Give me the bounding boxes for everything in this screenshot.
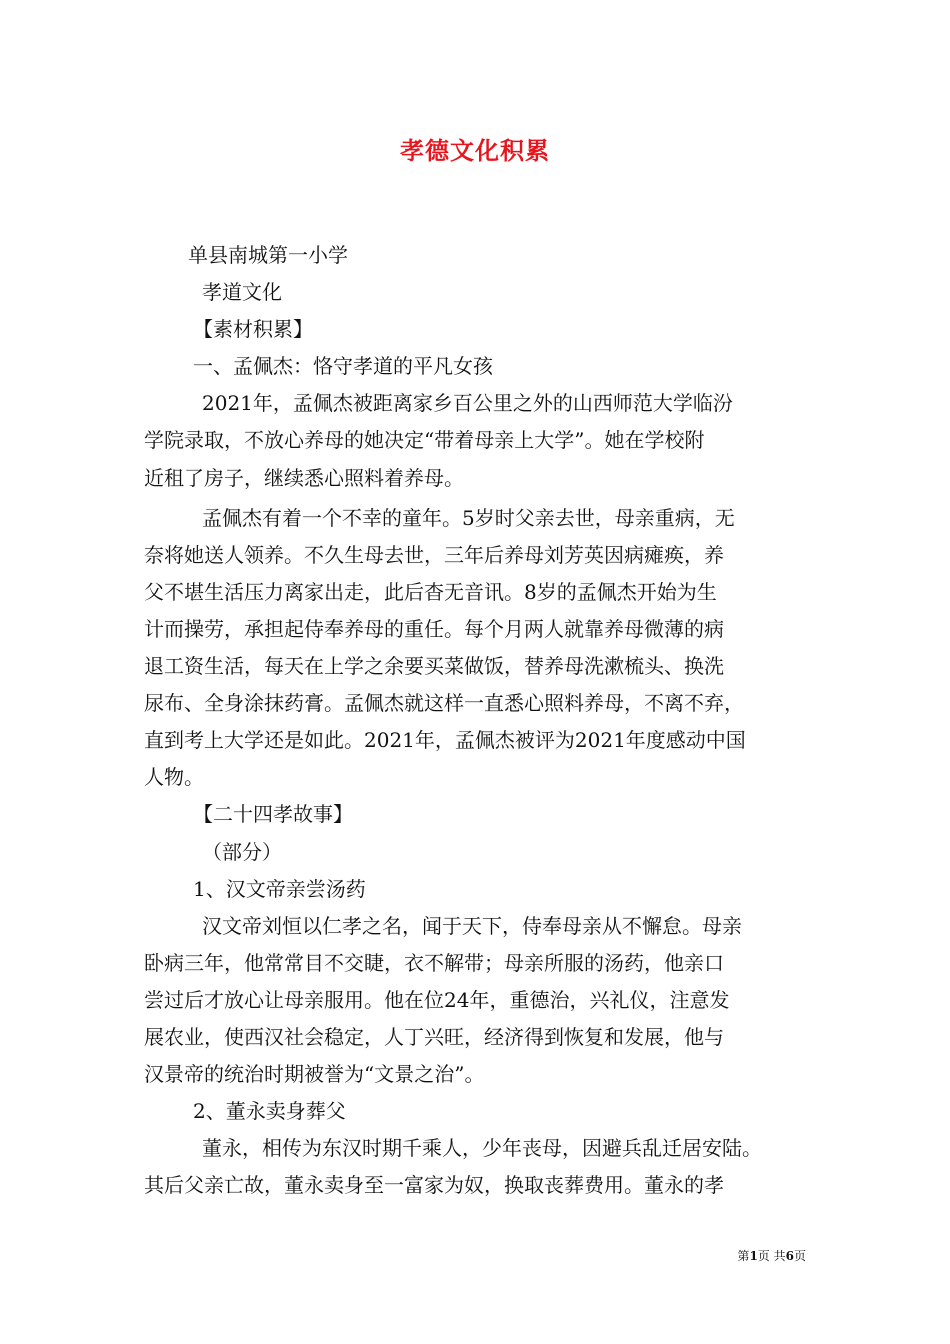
paragraph-line: 2021年，孟佩杰被距离家乡百公里之外的山西师范大学临汾: [202, 391, 733, 416]
section-heading: 【二十四孝故事】: [193, 802, 353, 827]
section-note: （部分）: [202, 839, 282, 864]
paragraph-line: 退工资生活，每天在上学之余要买菜做饭，替养母洗漱梳头、换洗: [144, 654, 724, 679]
subsection-heading: 1、汉文帝亲尝汤药: [193, 876, 366, 901]
footer-suffix: 页: [793, 1249, 806, 1263]
paragraph-line: 人物。: [144, 765, 204, 790]
document-title: 孝德文化积累: [400, 136, 550, 165]
current-page-number: 1: [749, 1249, 758, 1263]
paragraph-line: 学院录取，不放心养母的她决定“带着母亲上大学”。她在学校附: [144, 428, 705, 453]
school-line: 单县南城第一小学: [188, 243, 348, 267]
paragraph-line: 直到考上大学还是如此。2021年，孟佩杰被评为2021年度感动中国: [144, 728, 746, 753]
paragraph-line: 卧病三年，他常常目不交睫，衣不解带；母亲所服的汤药，他亲口: [144, 950, 724, 975]
paragraph-line: 孟佩杰有着一个不幸的童年。5岁时父亲去世，母亲重病，无: [202, 505, 735, 530]
paragraph-line: 其后父亲亡故，董永卖身至一富家为奴，换取丧葬费用。董永的孝: [144, 1173, 724, 1198]
paragraph-line: 汉景帝的统治时期被誉为“文景之治”。: [144, 1062, 485, 1087]
paragraph-line: 展农业，使西汉社会稳定，人丁兴旺，经济得到恢复和发展，他与: [144, 1024, 724, 1049]
document-body: [144, 237, 806, 1204]
paragraph-line: 奈将她送人领养。不久生母去世，三年后养母刘芳英因病瘫痪，养: [144, 542, 724, 567]
footer-prefix: 第: [737, 1249, 750, 1263]
paragraph-line: 父不堪生活压力离家出走，此后杳无音讯。8岁的孟佩杰开始为生: [144, 579, 717, 604]
paragraph-line: 尿布、全身涂抹药膏。孟佩杰就这样一直悉心照料养母，不离不弃，: [144, 691, 744, 716]
subsection-heading: 2、董永卖身葬父: [193, 1099, 346, 1124]
paragraph-line: 董永，相传为东汉时期千乘人，少年丧母，因避兵乱迁居安陆。: [202, 1136, 762, 1161]
paragraph-line: 汉文帝刘恒以仁孝之名，闻于天下，侍奉母亲从不懈怠。母亲: [202, 913, 742, 938]
footer-middle: 页 共: [757, 1249, 786, 1263]
page-footer: [700, 1247, 806, 1264]
total-page-number: 6: [785, 1249, 794, 1263]
section-heading: 【素材积累】: [193, 317, 313, 342]
paragraph-line: 计而操劳，承担起侍奉养母的重任。每个月两人就靠养母微薄的病: [144, 616, 724, 641]
paragraph-line: 近租了房子，继续悉心照料着养母。: [144, 465, 464, 490]
paragraph-line: 尝过后才放心让母亲服用。他在位24年，重德治，兴礼仪，注意发: [144, 987, 730, 1012]
subsection-heading: 一、孟佩杰：恪守孝道的平凡女孩: [193, 354, 493, 379]
section-heading: 孝道文化: [202, 280, 282, 305]
